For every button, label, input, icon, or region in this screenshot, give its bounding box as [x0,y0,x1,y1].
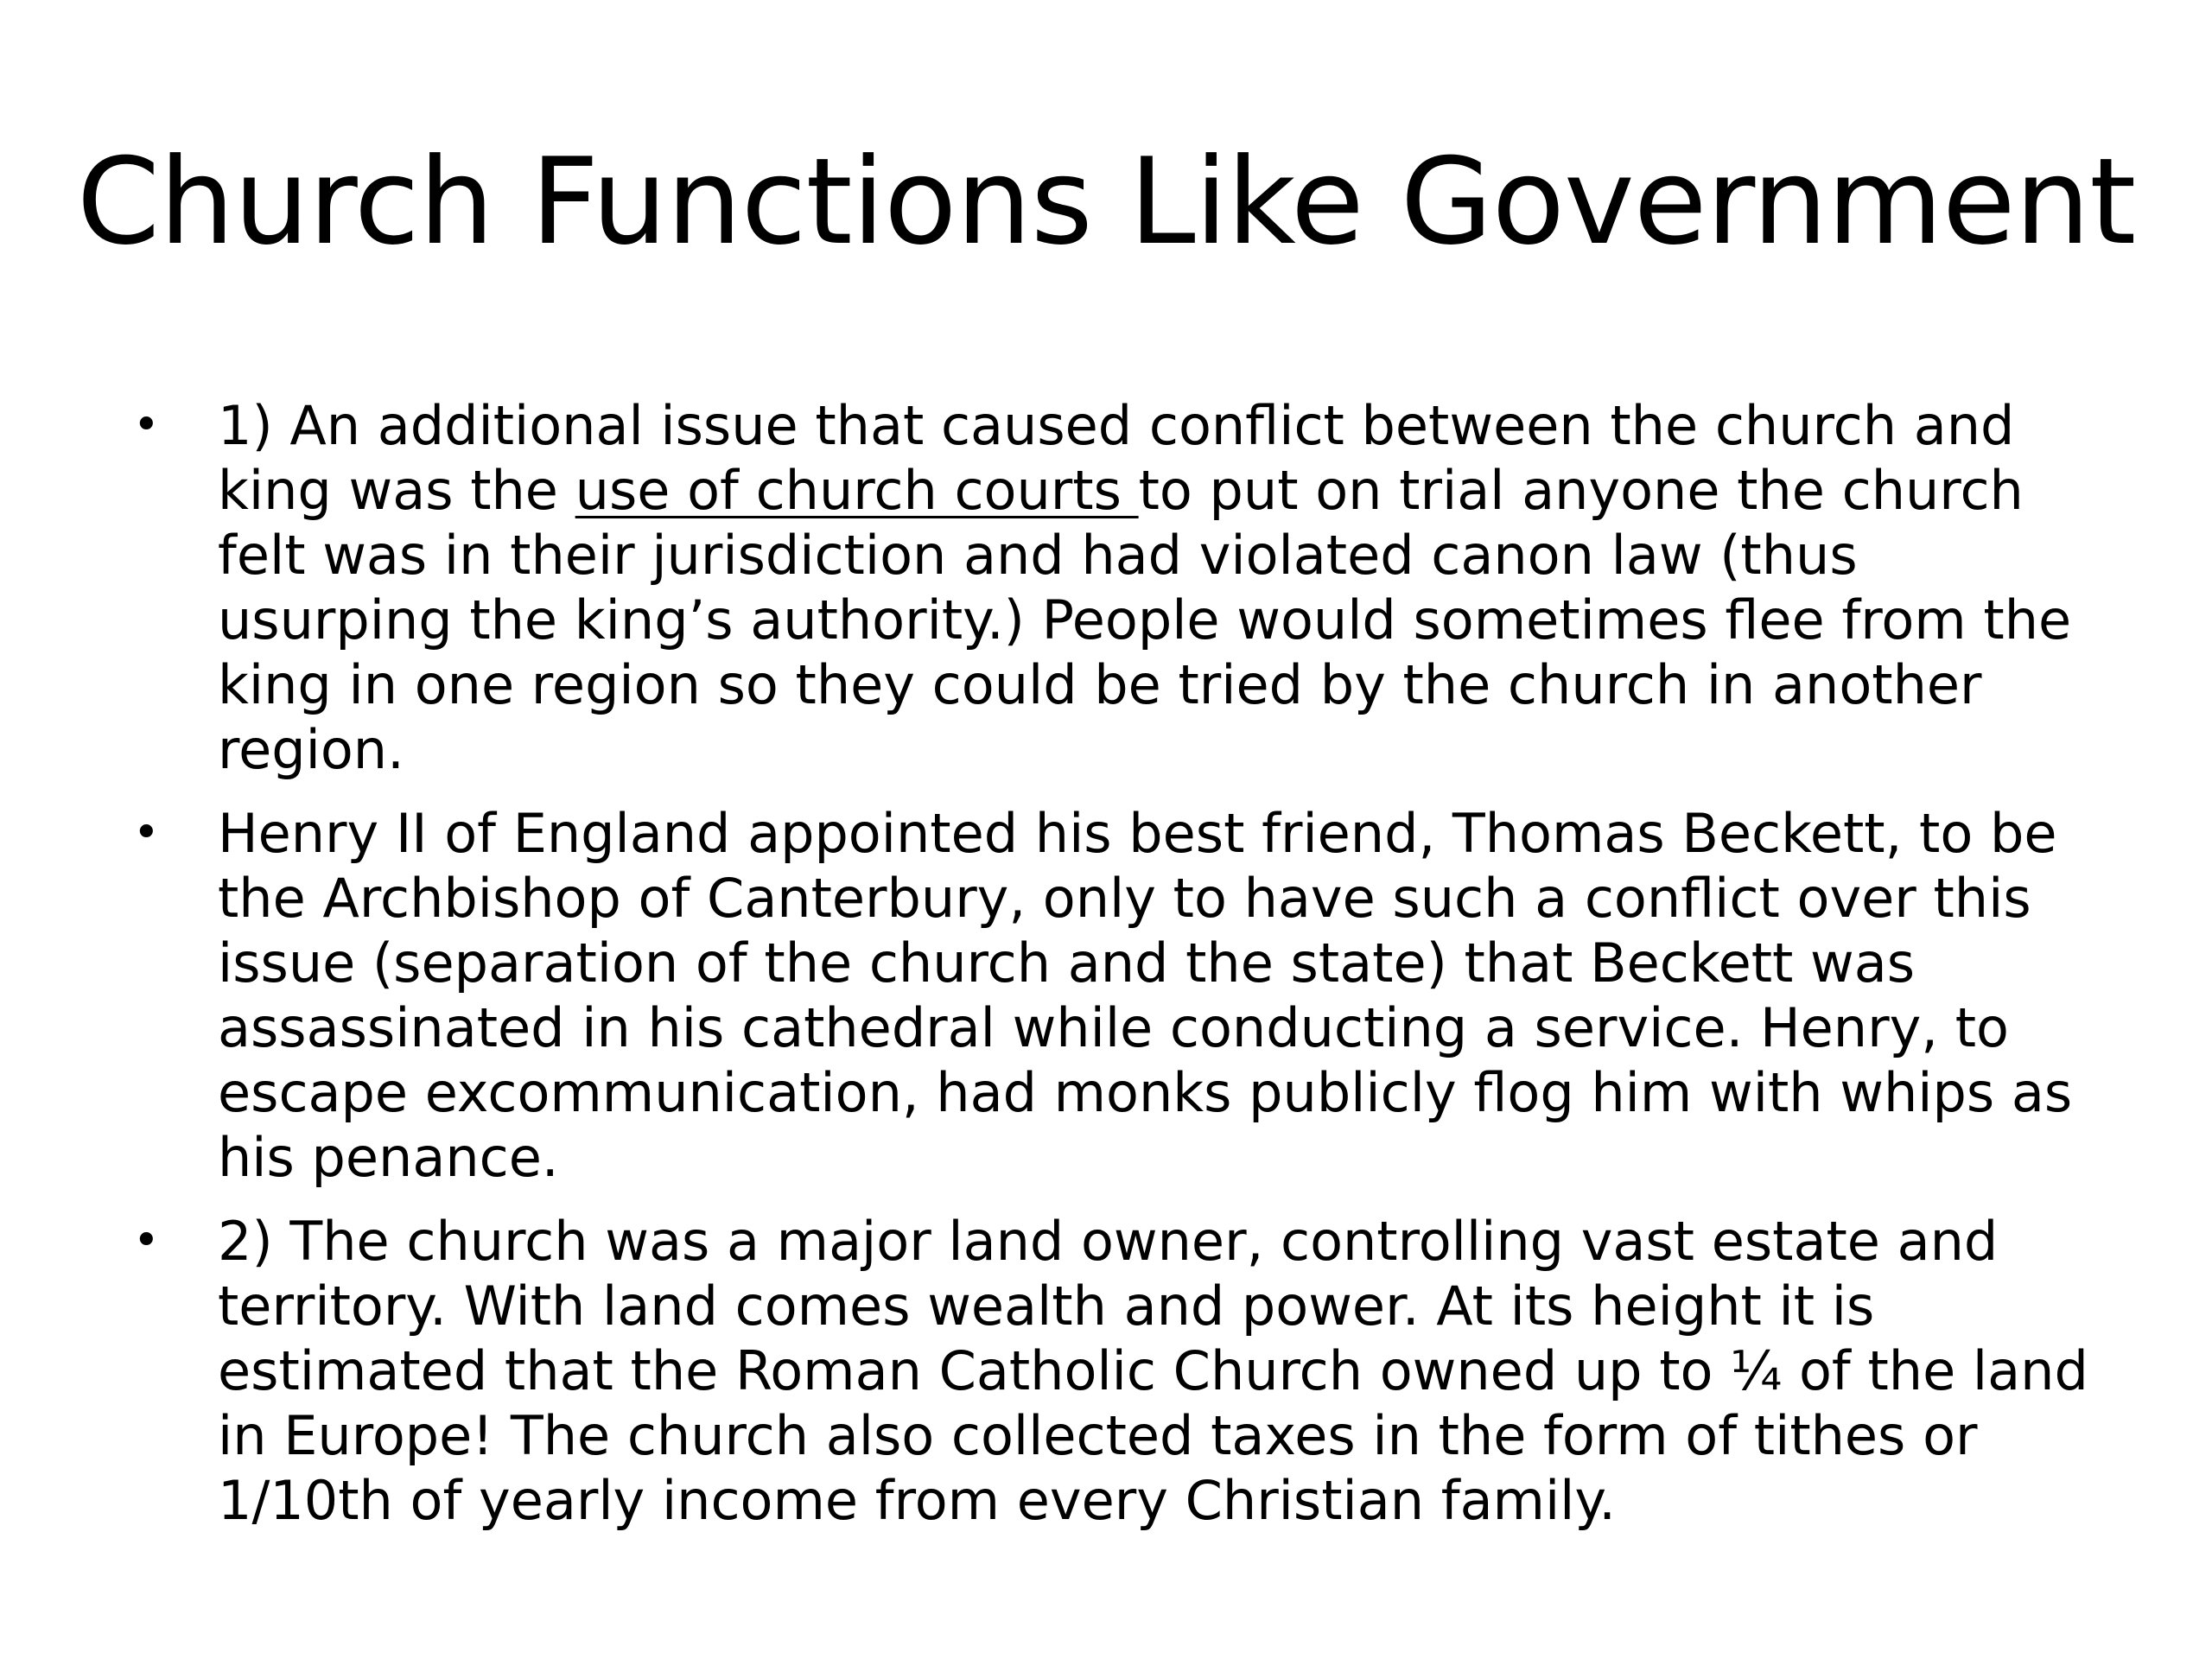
bullet-text-underlined: use of church courts [575,459,1139,522]
bullet-item-land-owner [128,1209,2098,1533]
bullet-text-end: to put on trial anyone the church felt was in their jurisdiction and had violated canon law (thus usurping the king’s authority.) People would sometimes flee from the king in one region so they could be tried by the church in another region. [218,459,2072,781]
bullet-icon: • [133,1215,160,1267]
bullet-text: 2) The church was a major land owner, controlling vast estate and territory. With land comes wealth and power. At its height it is estimated that the Roman Catholic Church owned up to ¼ of the land in Europe! The church also collected taxes in the form of tithes or 1/10th of yearly income from every Christian family. [218,1210,2088,1532]
bullet-text: Henry II of England appointed his best friend, Thomas Beckett, to be the Archbishop of Canterbury, only to have such a conflict over this issue (separation of the church and the state) that Beckett was assassinated in his cathedral while conducting a service. Henry, to escape excommunication, had monks publicly flog him with whips as his penance. [218,802,2073,1189]
slide-title: Church Functions Like Government [76,132,2136,271]
bullet-text-start: 1) An additional issue that caused conflict between the church and king was the [218,394,2015,522]
bullet-icon: • [133,807,160,859]
bullet-list [128,393,2098,1552]
bullet-icon: • [133,399,160,451]
bullet-item-church-courts [128,393,2098,782]
bullet-item-henry-beckett [128,801,2098,1190]
